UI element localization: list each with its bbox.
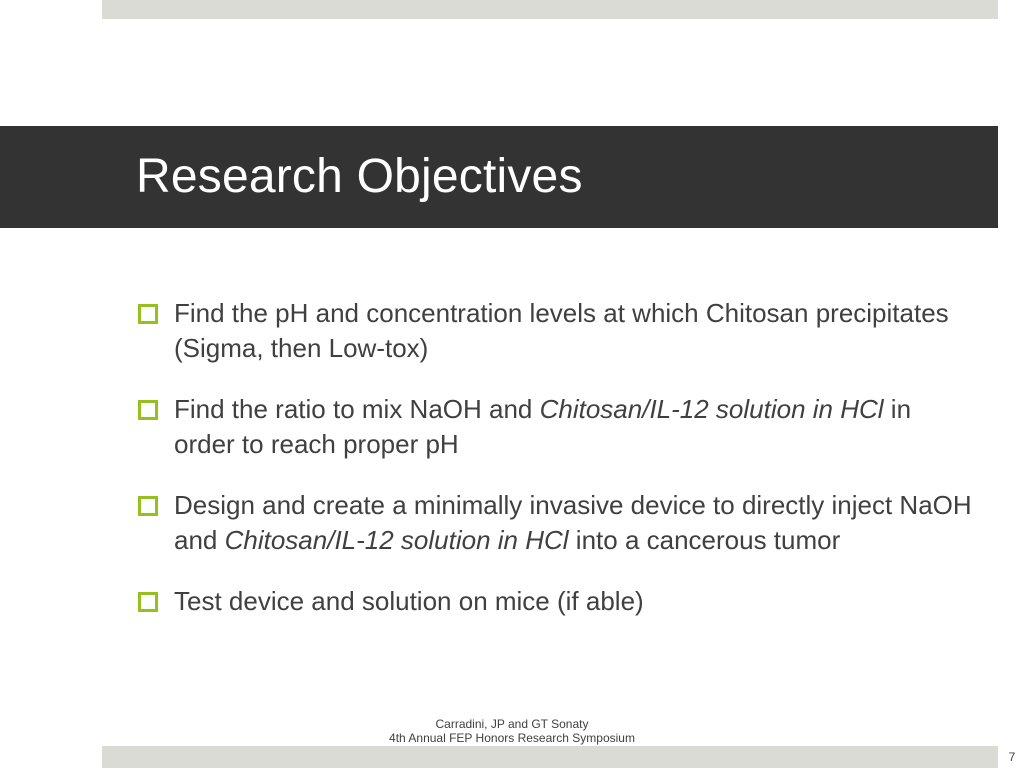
bullet-item: [138, 584, 978, 619]
bullet-list: [138, 296, 978, 619]
bullet-text-part: Find the pH and concentration levels at which Chitosan precipitates (Sigma, then Low-tox): [174, 298, 949, 363]
bullet-text-part: Design and create a minimally invasive device to directly inject NaOH and: [174, 490, 972, 555]
square-bullet-icon: [138, 400, 158, 420]
bullet-text: [174, 394, 911, 459]
footer-event: 4th Annual FEP Honors Research Symposium: [389, 731, 635, 745]
bullet-text-italic: Chitosan/IL-12 solution in HCl: [539, 394, 884, 424]
top-decorative-band: [102, 0, 998, 19]
bullet-text: [174, 298, 949, 363]
bullet-item: [138, 296, 978, 366]
bullet-text-part: in order to reach proper pH: [174, 394, 912, 459]
bullet-text: [174, 490, 972, 555]
slide-footer: [312, 717, 712, 745]
square-bullet-icon: [138, 592, 158, 612]
footer-authors: Carradini, JP and GT Sonaty: [435, 717, 589, 731]
bullet-item: [138, 488, 978, 558]
bullet-text: [174, 586, 644, 616]
square-bullet-icon: [138, 496, 158, 516]
bullet-text-part: Test device and solution on mice (if able): [174, 586, 644, 616]
slide-title: Research Objectives: [136, 150, 583, 203]
bullet-item: [138, 392, 978, 462]
slide-number: 7: [1008, 750, 1016, 764]
bullet-text-part: Find the ratio to mix NaOH and: [174, 394, 540, 424]
bottom-decorative-band: [102, 746, 998, 768]
bullet-text-italic: Chitosan/IL-12 solution in HCl: [224, 525, 569, 555]
bullet-text-part: into a cancerous tumor: [568, 525, 841, 555]
square-bullet-icon: [138, 304, 158, 324]
